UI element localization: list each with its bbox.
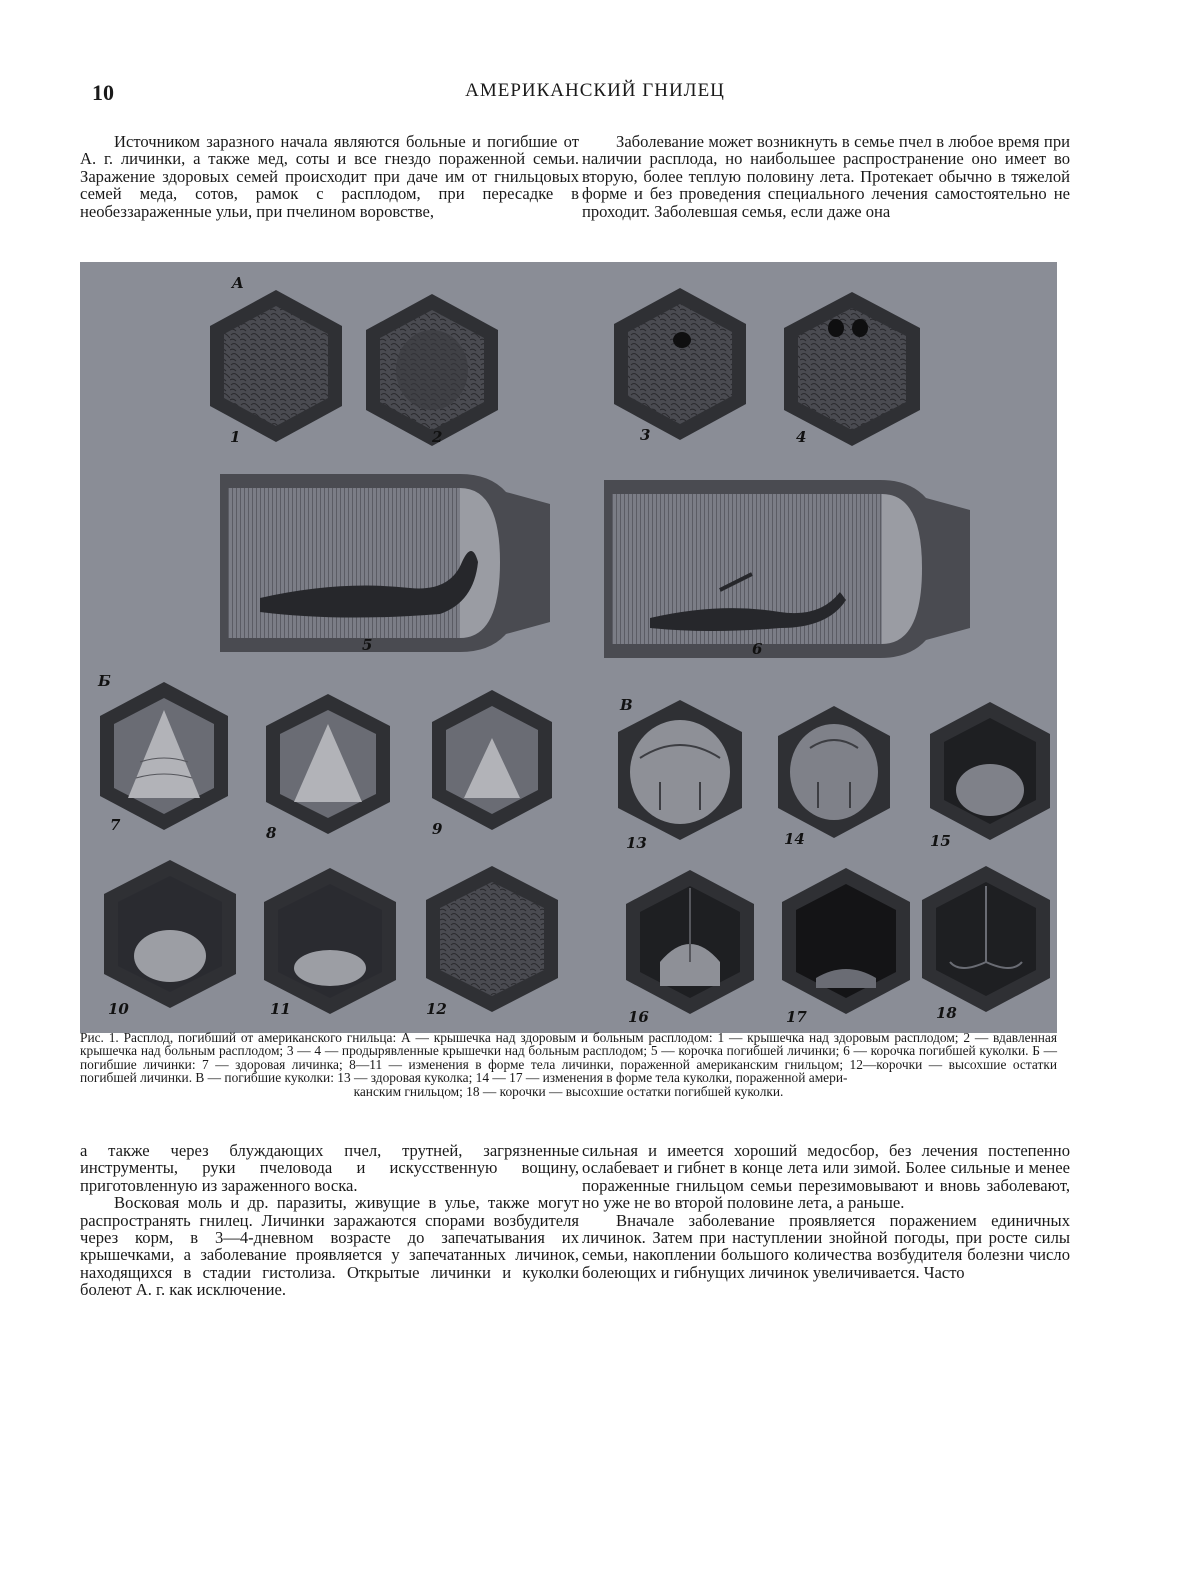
larva-cell-8 — [266, 694, 390, 834]
running-head: АМЕРИКАНСКИЙ ГНИЛЕЦ — [465, 80, 725, 101]
cell-number-2: 2 — [432, 428, 443, 446]
section-cell-5 — [220, 474, 550, 652]
pupa-cell-14 — [778, 706, 890, 838]
cap-cell-2 — [366, 294, 498, 446]
larva-cell-10 — [104, 860, 236, 1008]
cell-number-11: 11 — [270, 1000, 291, 1018]
paragraph: Источником заразного начала являются больные и погибшие от А. г. личинки, а также мед, соты и все гнездо пораженной семьи. Заражение здоровых семей происходит при даче им от гнильцовых семей меда, сотов, рамок с расплодом, при пересадке в необеззараженные ульи, при пчелином воровстве, — [80, 132, 579, 221]
cell-number-15: 15 — [930, 832, 951, 850]
cell-number-6: 6 — [752, 640, 763, 658]
text-column-bottom-left — [80, 1142, 579, 1299]
pupa-cell-13 — [618, 700, 742, 840]
paragraph: Заболевание может возникнуть в семье пчел в любое время при наличии расплода, но наибольшее распространение оно имеет во вторую, более теплую половину лета. Протекает обычно в тяжелой форме и без проведения специального лечения самостоятельно не проходит. Заболевшая семья, если даже она — [582, 132, 1070, 221]
cell-number-16: 16 — [628, 1008, 649, 1026]
cap-cell-4 — [784, 292, 920, 446]
pupa-cell-17 — [782, 868, 910, 1014]
cell-number-18: 18 — [936, 1004, 957, 1022]
group-label-c: В — [620, 696, 633, 714]
group-label-b: Б — [98, 672, 111, 690]
paragraph: Восковая моль и др. паразиты, живущие в улье, также могут распространять гнилец. Личинки заражаются спорами возбудителя через корм, в 3—4-дневном возрасте до запечатывания их крышечками, а заболевание проявляется у запечатанных личинок, находящихся в стадии гистолиза. Открытые личинки и куколки болеют А. г. как исключение. — [80, 1193, 579, 1300]
cap-cell-3 — [614, 288, 746, 440]
section-cell-6 — [604, 480, 970, 658]
larva-cell-7 — [100, 682, 228, 830]
cell-number-10: 10 — [108, 1000, 129, 1018]
text-column-top-left — [80, 133, 579, 220]
cell-number-3: 3 — [640, 426, 651, 444]
cell-number-12: 12 — [426, 1000, 447, 1018]
text-column-bottom-right — [582, 1142, 1070, 1281]
larva-cell-12 — [426, 866, 558, 1012]
cell-number-8: 8 — [266, 824, 277, 842]
caption-text-end: канским гнильцом; 18 — корочки — высохшие остатки погибшей куколки. — [353, 1083, 784, 1099]
paragraph: сильная и имеется хороший медосбор, без лечения постепенно ослабевает и гибнет в конце лета или зимой. Более сильные и менее пораженные гнильцом семьи перезимовывают и вновь заболевают, но уже не во второй половине лета, а раньше. — [582, 1141, 1070, 1213]
cell-number-5: 5 — [362, 636, 373, 654]
cell-number-13: 13 — [626, 834, 647, 852]
page-number: 10 — [92, 80, 114, 105]
pupa-cell-18 — [922, 866, 1050, 1012]
caption-text: Рис. 1. Расплод, погибший от американского гнильца: А — крышечка над здоровым и больным расплодом: 1 — крышечка над здоровым расплодом; 2 — вдавленная крышечка над больным расплодом; 3 — 4 — продырявленные крышечки над больным расплодом; 5 — корочка погибшей личинки; 6 — корочка погибшей куколки. Б — погибшие личинки: 7 — здоровая личинка; 8—11 — изменения в форме тела личинки, пораженной американским гнильцом; 12—корочки — высохшие остатки погибшей личинки. В — погибшие куколки: 13 — здоровая куколка; 14 — 17 — изменения в форме тела куколки, пораженной амери- — [80, 1030, 1057, 1086]
text-column-top-right — [582, 133, 1070, 220]
figure-plate — [80, 262, 1057, 1033]
cell-number-4: 4 — [796, 428, 807, 446]
cell-number-14: 14 — [784, 830, 805, 848]
cell-number-9: 9 — [432, 820, 443, 838]
pupa-cell-16 — [626, 870, 754, 1014]
paragraph: а также через блуждающих пчел, трутней, загрязненные инструменты, руки пчеловода и искусственную вощину, приготовленную из зараженного воска. — [80, 1141, 579, 1195]
larva-cell-11 — [264, 868, 396, 1014]
pupa-cell-15 — [930, 702, 1050, 840]
cell-number-17: 17 — [786, 1008, 807, 1026]
larva-cell-9 — [432, 690, 552, 830]
cell-number-1: 1 — [230, 428, 241, 446]
paragraph: Вначале заболевание проявляется поражением единичных личинок. Затем при наступлении знойной погоды, при росте силы семьи, накоплении большого количества возбудителя болезни число болеющих и гибнущих личинок увеличивается. Часто — [582, 1210, 1070, 1282]
cap-cell-1 — [210, 290, 342, 442]
group-label-a: A — [232, 274, 244, 292]
figure-caption — [80, 1031, 1057, 1098]
cell-number-7: 7 — [110, 816, 121, 834]
